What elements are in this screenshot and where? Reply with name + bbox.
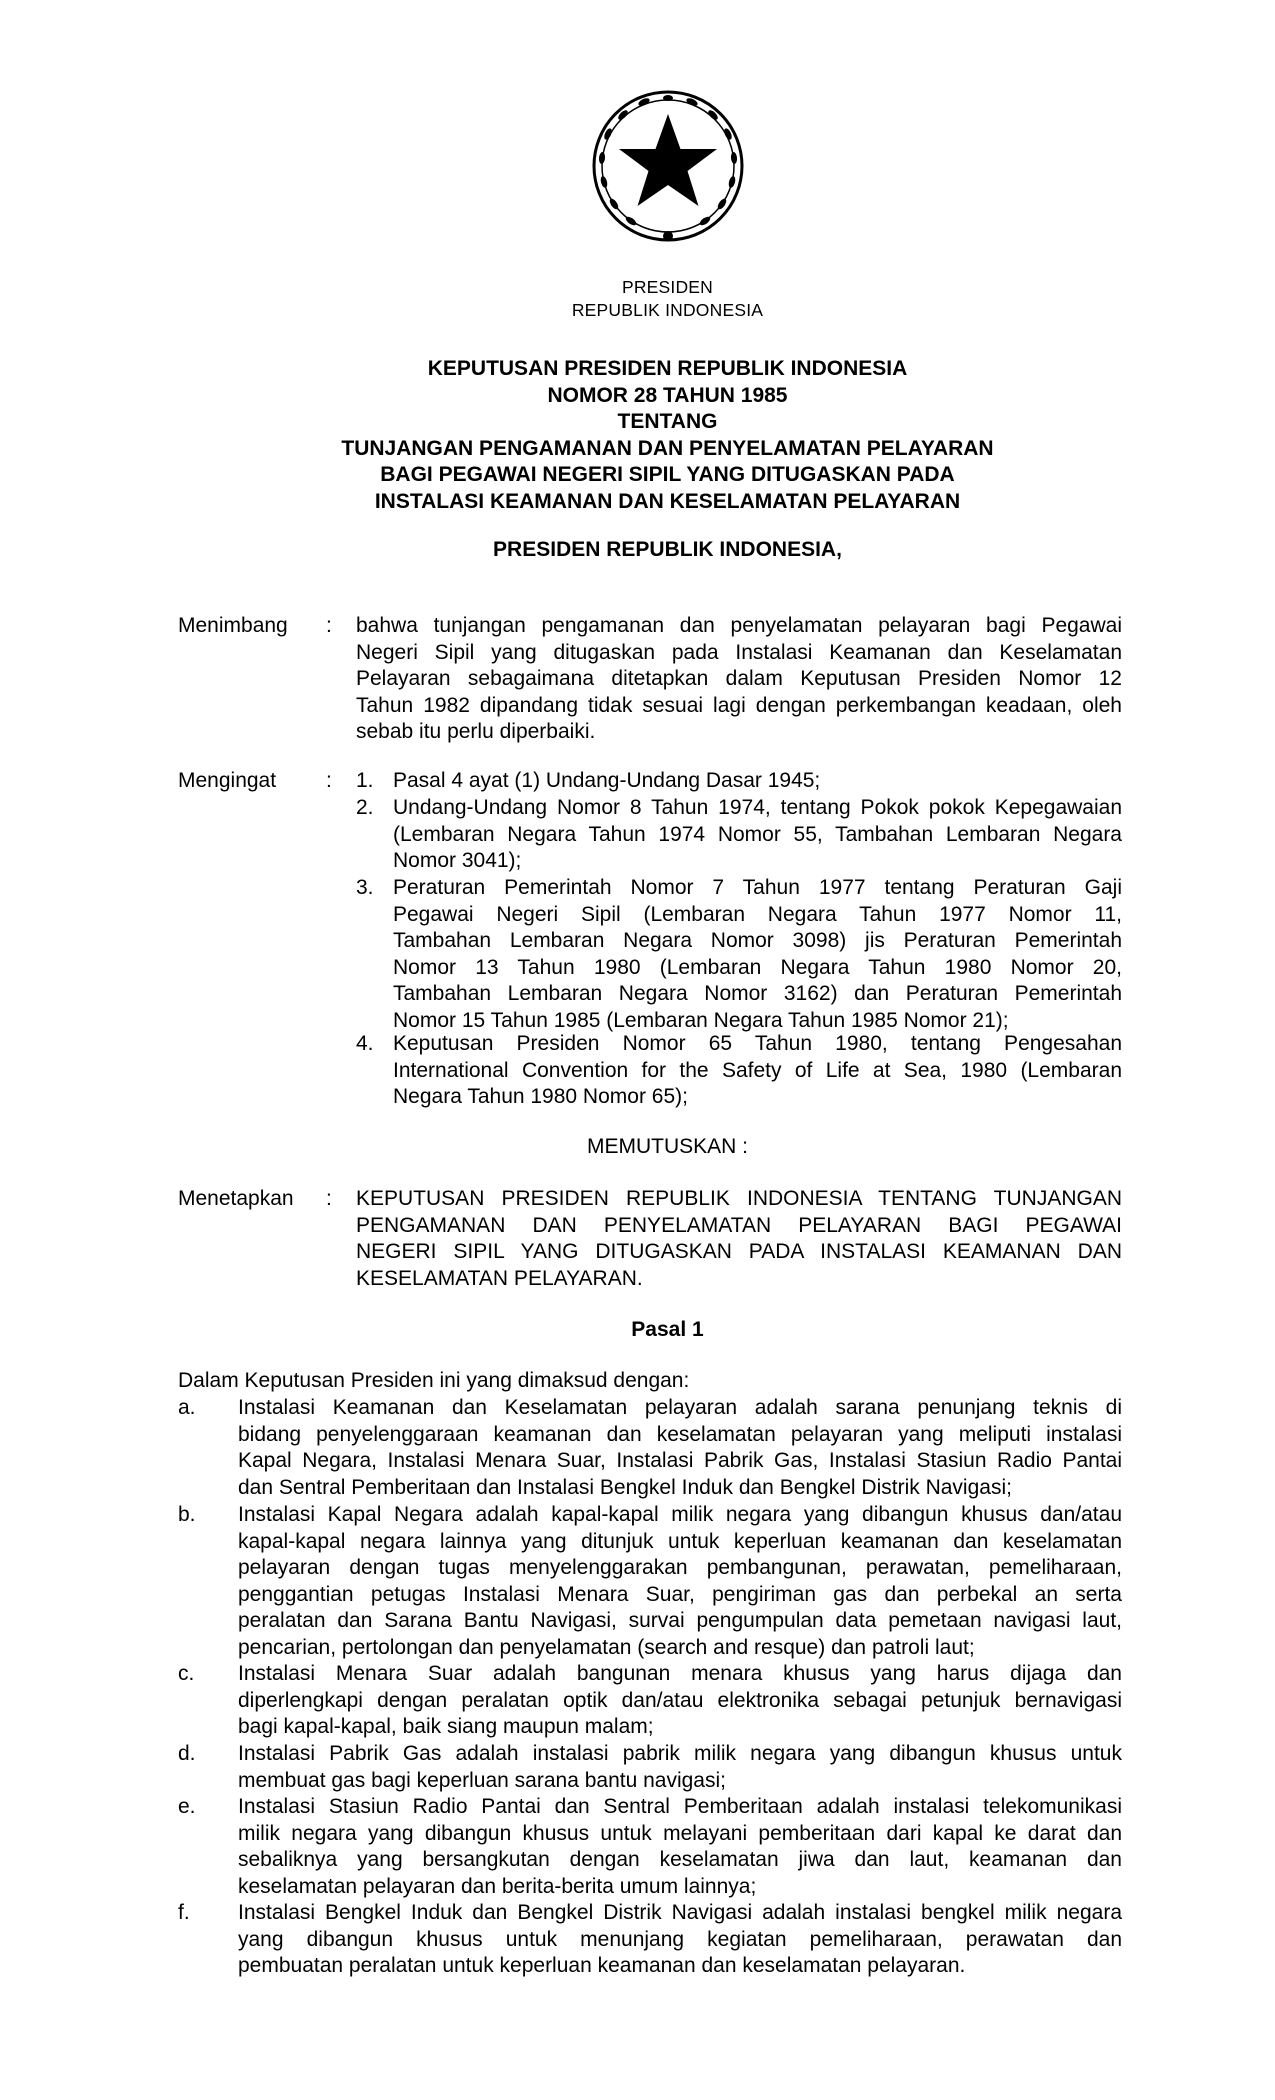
item-letter: e. — [178, 1795, 196, 1818]
text-line: KESELAMATAN PELAYARAN. — [356, 1266, 643, 1290]
text-line: pelayaran dengan tugas menyelenggarakan pembangunan, perawatan, pemeliharaan, — [238, 1556, 1122, 1580]
presidential-seal-icon — [588, 86, 748, 246]
title-line: TUNJANGAN PENGAMANAN DAN PENYELAMATAN PELAYARAN — [341, 436, 994, 460]
text-line: Tahun 1982 dipandang tidak sesuai lagi dengan perkembangan keadaan, oleh — [356, 693, 1122, 717]
text-line: penggantian petugas Instalasi Menara Suar, pengiriman gas dan perbekal an serta — [238, 1582, 1122, 1606]
memutuskan-heading: MEMUTUSKAN : — [586, 1135, 748, 1158]
text-line: Instalasi Bengkel Induk dan Bengkel Distrik Navigasi adalah instalasi bengkel milik negara — [238, 1901, 1122, 1924]
menimbang-colon: : — [326, 614, 332, 637]
title-line: NOMOR 28 TAHUN 1985 — [547, 383, 788, 407]
item-letter: d. — [178, 1742, 196, 1765]
text-line: Instalasi Stasiun Radio Pantai dan Sentral Pemberitaan adalah instalasi telekomunikasi — [238, 1795, 1122, 1818]
pasal-heading: Pasal 1 — [631, 1318, 704, 1341]
title-line: TENTANG — [617, 410, 718, 434]
text-line: peralatan dan Sarana Bantu Navigasi, survai pengumpulan data pemetaan navigasi laut, — [238, 1609, 1122, 1633]
text-line: International Convention for the Safety of Life at Sea, 1980 (Lembaran — [393, 1058, 1122, 1082]
text-line: Keputusan Presiden Nomor 65 Tahun 1980, tentang Pengesahan — [393, 1032, 1122, 1055]
text-line: Peraturan Pemerintah Nomor 7 Tahun 1977 tentang Peraturan Gaji — [393, 876, 1122, 899]
text-line: pembuatan peralatan untuk keperluan keamanan dan keselamatan pelayaran. — [238, 1954, 966, 1978]
mengingat-colon: : — [326, 769, 332, 792]
text-line: Pelayaran sebagaimana ditetapkan dalam Keputusan Presiden Nomor 12 — [356, 667, 1122, 691]
text-line: Undang-Undang Nomor 8 Tahun 1974, tentang Pokok pokok Kepegawaian — [393, 796, 1122, 819]
text-line: yang dibangun khusus untuk menunjang kegiatan pemeliharaan, perawatan dan — [238, 1927, 1122, 1951]
text-line: membuat gas bagi keperluan sarana bantu navigasi; — [238, 1768, 726, 1792]
menimbang-text — [356, 613, 1122, 746]
pasal-intro: Dalam Keputusan Presiden ini yang dimaksud dengan: — [178, 1369, 690, 1392]
text-line: NEGERI SIPIL YANG DITUGASKAN PADA INSTALASI KEAMANAN DAN — [356, 1240, 1122, 1264]
title-line: KEPUTUSAN PRESIDEN REPUBLIK INDONESIA — [427, 357, 908, 380]
text-line: Tambahan Lembaran Negara Nomor 3162) dan Peraturan Pemerintah — [393, 982, 1122, 1006]
text-line: dan Sentral Pemberitaan dan Instalasi Bengkel Induk dan Bengkel Distrik Navigasi; — [238, 1475, 1012, 1499]
text-line: Tambahan Lembaran Negara Nomor 3098) jis Peraturan Pemerintah — [393, 929, 1122, 953]
text-line: Instalasi Menara Suar adalah bangunan menara khusus yang harus dijaga dan — [238, 1662, 1122, 1685]
institution-line-2: REPUBLIK INDONESIA — [571, 300, 764, 320]
menimbang-label: Menimbang — [178, 614, 288, 637]
item-letter: f. — [178, 1901, 190, 1924]
item-number: 2. — [356, 796, 374, 819]
text-line: Pegawai Negeri Sipil (Lembaran Negara Tahun 1977 Nomor 11, — [393, 902, 1122, 926]
text-line: bidang penyelenggaraan keamanan dan keselamatan pelayaran yang meliputi instalasi — [238, 1422, 1122, 1446]
text-line: bagi kapal-kapal, baik siang maupun malam; — [238, 1715, 654, 1739]
text-line: bahwa tunjangan pengamanan dan penyelamatan pelayaran bagi Pegawai — [356, 614, 1122, 637]
text-line: Instalasi Keamanan dan Keselamatan pelayaran adalah sarana penunjang teknis di — [238, 1396, 1122, 1419]
title-line: INSTALASI KEAMANAN DAN KESELAMATAN PELAYARAN — [374, 489, 961, 513]
text-line: KEPUTUSAN PRESIDEN REPUBLIK INDONESIA TENTANG TUNJANGAN — [356, 1187, 1122, 1210]
text-line: pencarian, pertolongan dan penyelamatan (search and resque) dan patroli laut; — [238, 1635, 975, 1659]
item-letter: a. — [178, 1396, 196, 1419]
item-number: 1. — [356, 769, 374, 792]
document-title — [0, 356, 1275, 516]
mengingat-label: Mengingat — [178, 769, 277, 792]
text-line: Nomor 15 Tahun 1985 (Lembaran Negara Tahun 1985 Nomor 21); — [393, 1008, 1009, 1032]
title-line: BAGI PEGAWAI NEGERI SIPIL YANG DITUGASKAN PADA — [380, 463, 955, 487]
text-line: (Lembaran Negara Tahun 1974 Nomor 55, Tambahan Lembaran Negara — [393, 822, 1122, 846]
text-line: Negeri Sipil yang ditugaskan pada Instalasi Keamanan dan Keselamatan — [356, 640, 1122, 664]
menetapkan-colon: : — [326, 1187, 332, 1210]
text-line: keselamatan pelayaran dan berita-berita umum lainnya; — [238, 1874, 757, 1898]
text-line: kapal-kapal negara lainnya yang ditunjuk untuk keperluan keamanan dan keselamatan — [238, 1529, 1122, 1553]
menetapkan-label: Menetapkan — [178, 1187, 294, 1210]
item-number: 3. — [356, 876, 374, 899]
text-line: milik negara yang dibangun khusus untuk melayani pemberitaan dari kapal ke darat dan — [238, 1821, 1122, 1845]
text-line: Instalasi Pabrik Gas adalah instalasi pabrik milik negara yang dibangun khusus untuk — [238, 1742, 1122, 1765]
text-line: Nomor 13 Tahun 1980 (Lembaran Negara Tahun 1980 Nomor 20, — [393, 955, 1122, 979]
text-line: PENGAMANAN DAN PENYELAMATAN PELAYARAN BAGI PEGAWAI — [356, 1213, 1122, 1237]
menetapkan-text — [356, 1186, 1122, 1292]
text-line: sebaliknya yang bersangkutan dengan keselamatan jiwa dan laut, keamanan dan — [238, 1848, 1122, 1872]
item-letter: c. — [178, 1662, 195, 1685]
text-line: Instalasi Kapal Negara adalah kapal-kapal milik negara yang dibangun khusus dan/atau — [238, 1503, 1122, 1526]
text-line: Kapal Negara, Instalasi Menara Suar, Instalasi Pabrik Gas, Instalasi Stasiun Radio Pantai — [238, 1449, 1122, 1473]
institution-line-1: PRESIDEN — [621, 277, 714, 297]
text-line: Negara Tahun 1980 Nomor 65); — [393, 1085, 688, 1109]
text-line: sebab itu perlu diperbaiki. — [356, 720, 596, 744]
text-line: diperlengkapi dengan peralatan optik dan/atau elektronika sebagai petunjuk bernavigasi — [238, 1688, 1122, 1712]
text-line: Pasal 4 ayat (1) Undang-Undang Dasar 1945; — [393, 769, 821, 792]
item-number: 4. — [356, 1032, 374, 1055]
item-letter: b. — [178, 1503, 196, 1526]
text-line: Nomor 3041); — [393, 849, 522, 873]
president-heading: PRESIDEN REPUBLIK INDONESIA, — [493, 538, 842, 561]
